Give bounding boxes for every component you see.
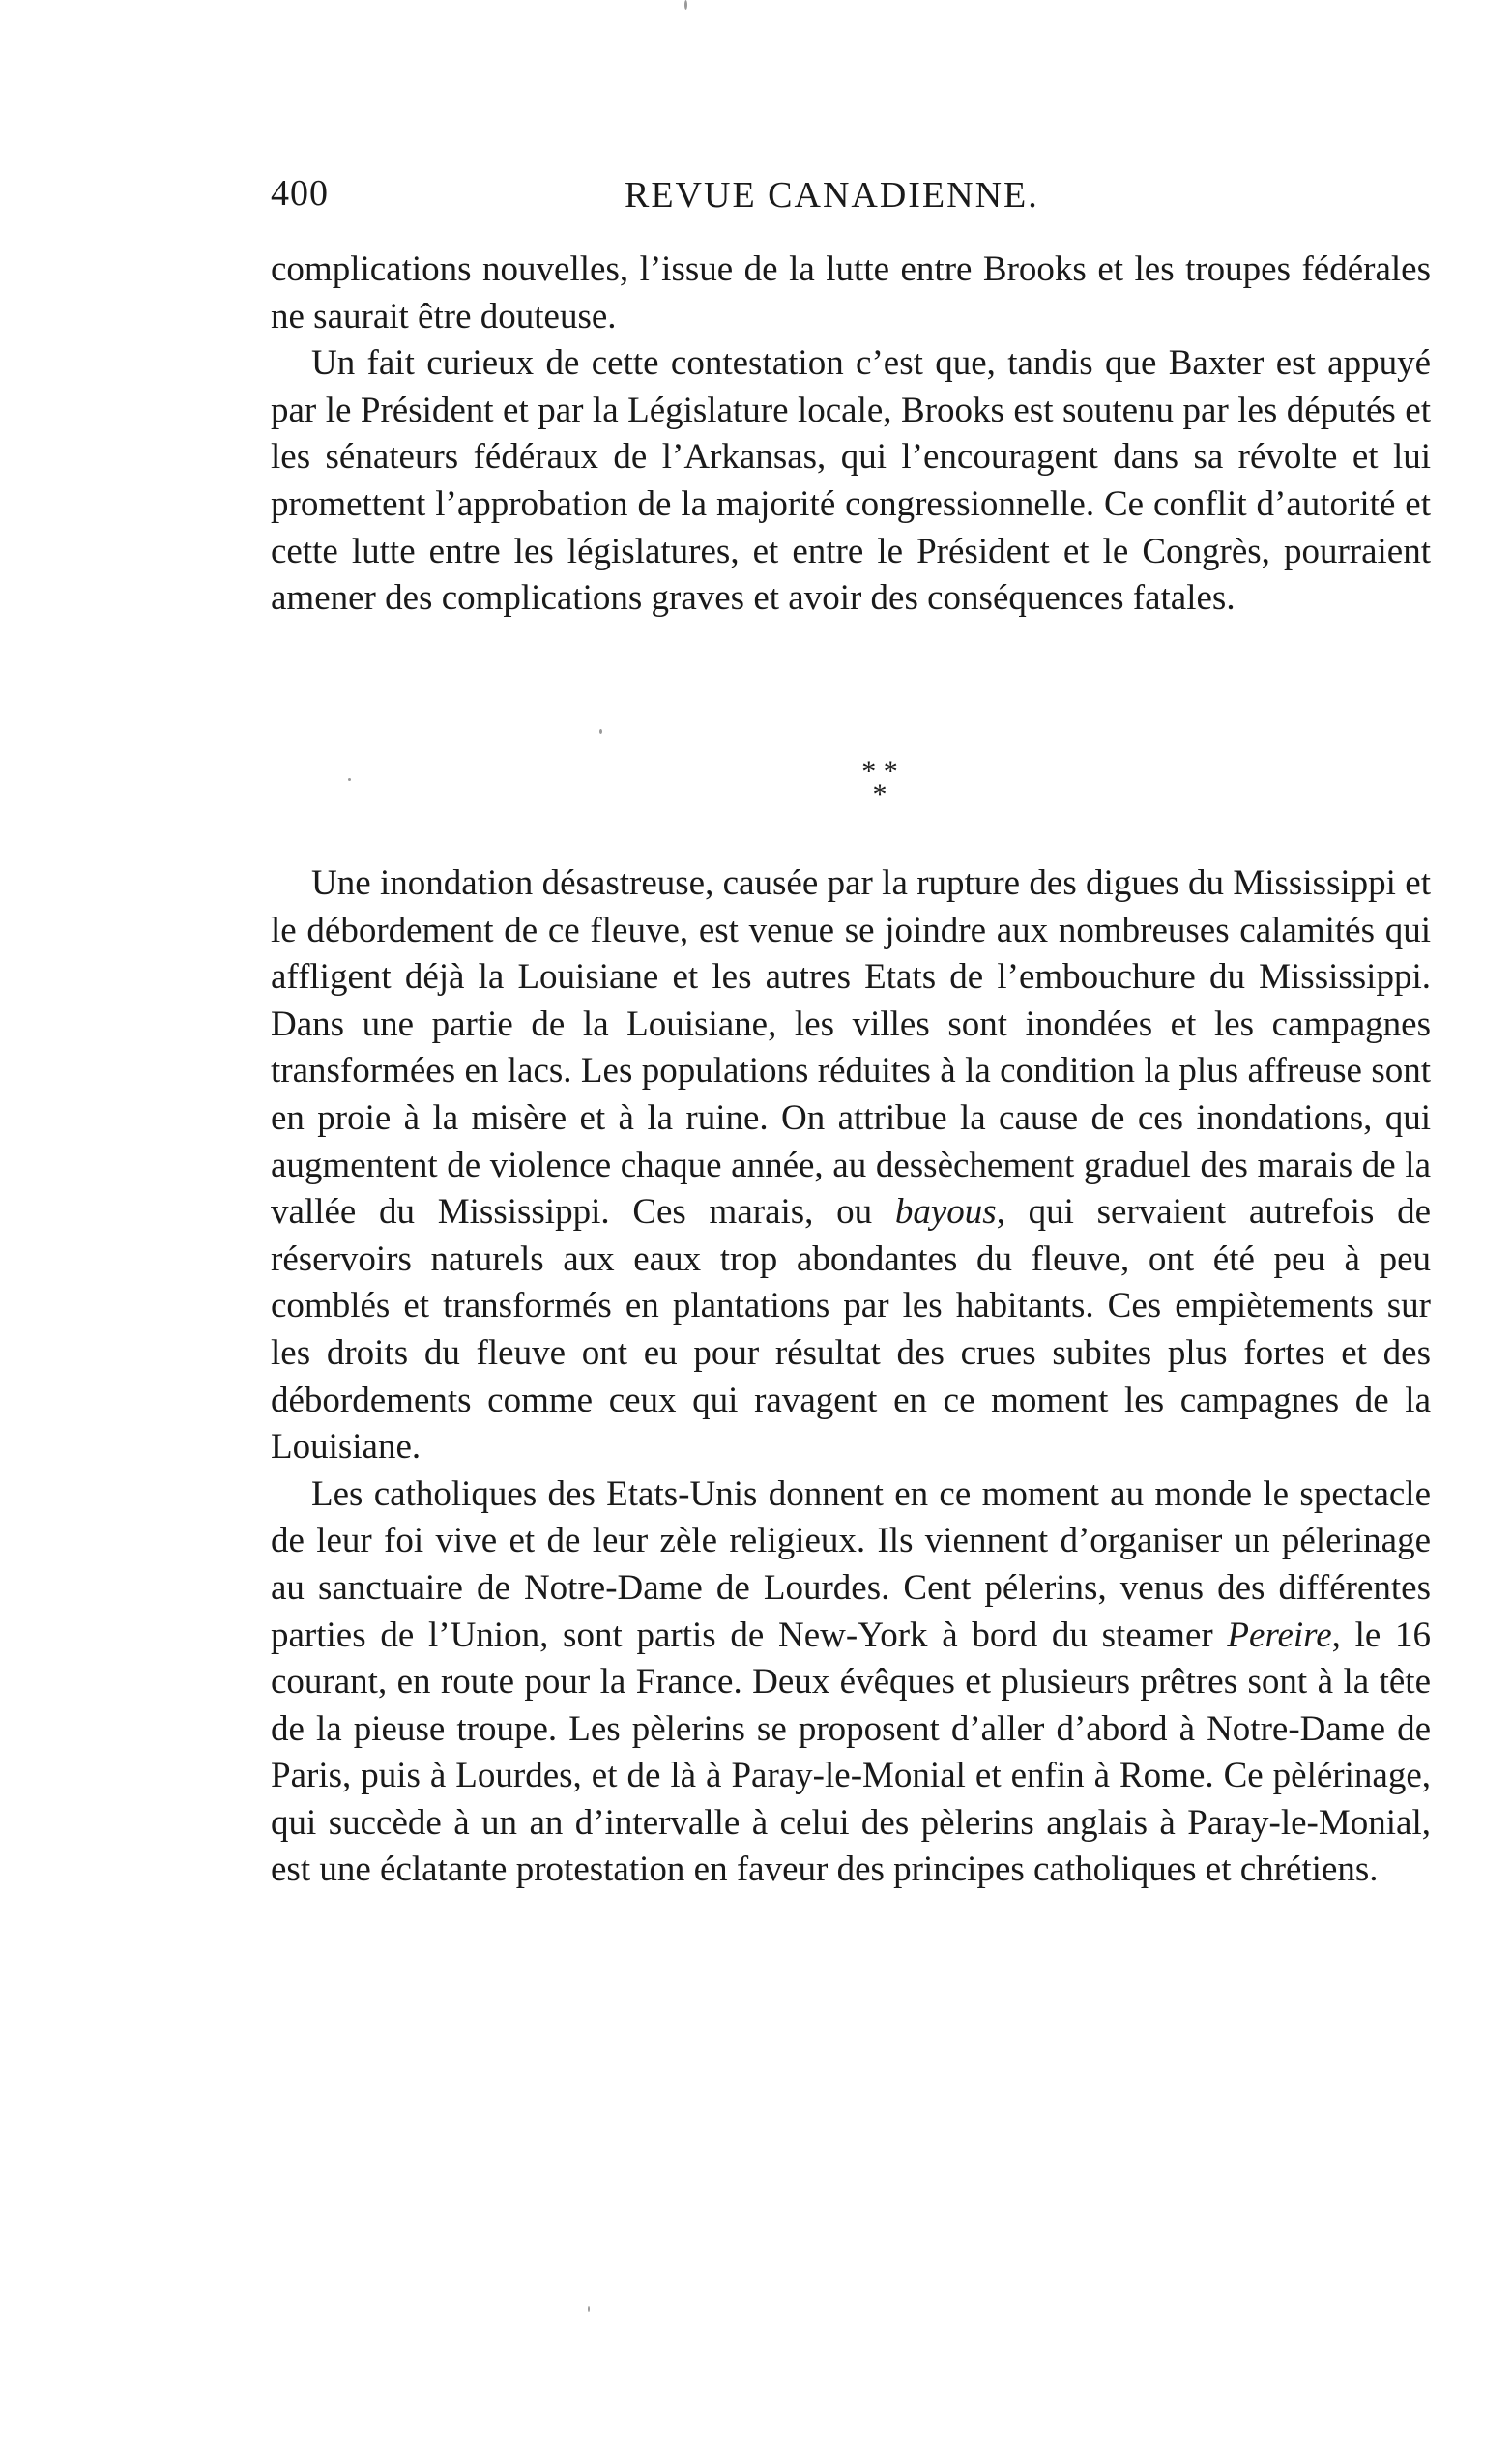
- section-arkansas: [271, 247, 1431, 623]
- paragraph-inondation: [271, 860, 1431, 1471]
- scan-speck: [588, 2306, 590, 2312]
- paragraph-pelerinage-part1: Les catholiques des Etats-Unis donnent en ce moment au monde le spectacle de leur foi vive et de leur zèle religieux. Ils viennent d’organiser un pélerinage au sanctuaire de Notre-Dame de Lourdes. Cent pélerins, venus des différentes parties de l’Union, sont partis de New-York à bord du steamer: [271, 1473, 1431, 1655]
- scan-speck: [348, 778, 351, 781]
- italic-pereire: Pereire: [1227, 1615, 1332, 1655]
- page-header: [271, 172, 1431, 222]
- paragraph-inondation-part2: , qui servaient autrefois de réservoirs naturels aux eaux trop abondantes du fleuve, ont été peu à peu comblés et transformés en plantations par les habitants. Ces empiètements sur les droits du fleuve ont eu pour résultat des crues subites plus fortes et des débordements comme ceux qui ravagent en ce moment les campagnes de la Louisiane.: [271, 1192, 1431, 1468]
- asterism-top: * *: [861, 755, 898, 787]
- scan-speck: [684, 0, 687, 10]
- italic-bayous: bayous: [894, 1192, 997, 1233]
- paragraph-continuation: complications nouvelles, l’issue de la lutte entre Brooks et les troupes fédérales ne saurait être douteuse.: [271, 249, 1431, 336]
- asterism-separator: [831, 755, 928, 818]
- paragraph-inondation-part1: Une inondation désastreuse, causée par la rupture des digues du Mississippi et le débordement de ce fleuve, est venue se joindre aux nombreuses calamités qui affligent déjà la Louisiane et les autres Etats de l’embouchure du Mississippi. Dans une partie de la Louisiane, les villes sont inondées et les campagnes transformées en lacs. Les populations réduites à la condition la plus affreuse sont en proie à la misère et à la ruine. On attribue la cause de ces inondations, qui augmentent de violence chaque année, au dessèchement graduel des marais de la vallée du Mississippi. Ces marais, ou: [271, 863, 1431, 1233]
- page-number: 400: [271, 173, 329, 214]
- running-title: REVUE CANADIENNE.: [625, 175, 1039, 216]
- scan-speck: [599, 729, 602, 734]
- section-news: [271, 860, 1431, 1894]
- paragraph-contestation: Un fait curieux de cette contestation c’est que, tandis que Baxter est appuyé par le Président et par la Législature locale, Brooks est soutenu par les députés et les sénateurs fédéraux de l’Arkansas, qui l’encouragent dans sa révolte et lui promettent l’approbation de la majorité congressionnelle. Ce conflit d’autorité et cette lutte entre les législatures, et entre le Président et le Congrès, pourraient amener des complications graves et avoir des conséquences fatales.: [271, 343, 1431, 619]
- asterism-bottom: *: [872, 778, 887, 810]
- paragraph-pelerinage: [271, 1471, 1431, 1894]
- paragraph-pelerinage-part2: , le 16 courant, en route pour la France. Deux évêques et plusieurs prêtres sont à la tête de la pieuse troupe. Les pèlerins se proposent d’aller d’abord à Notre-Dame de Paris, puis à Lourdes, et de là à Paray-le-Monial et enfin à Rome. Ce pèlérinage, qui succède à un an d’intervalle à celui des pèlerins anglais à Paray-le-Monial, est une éclatante protestation en faveur des principes catholiques et chrétiens.: [271, 1615, 1432, 1890]
